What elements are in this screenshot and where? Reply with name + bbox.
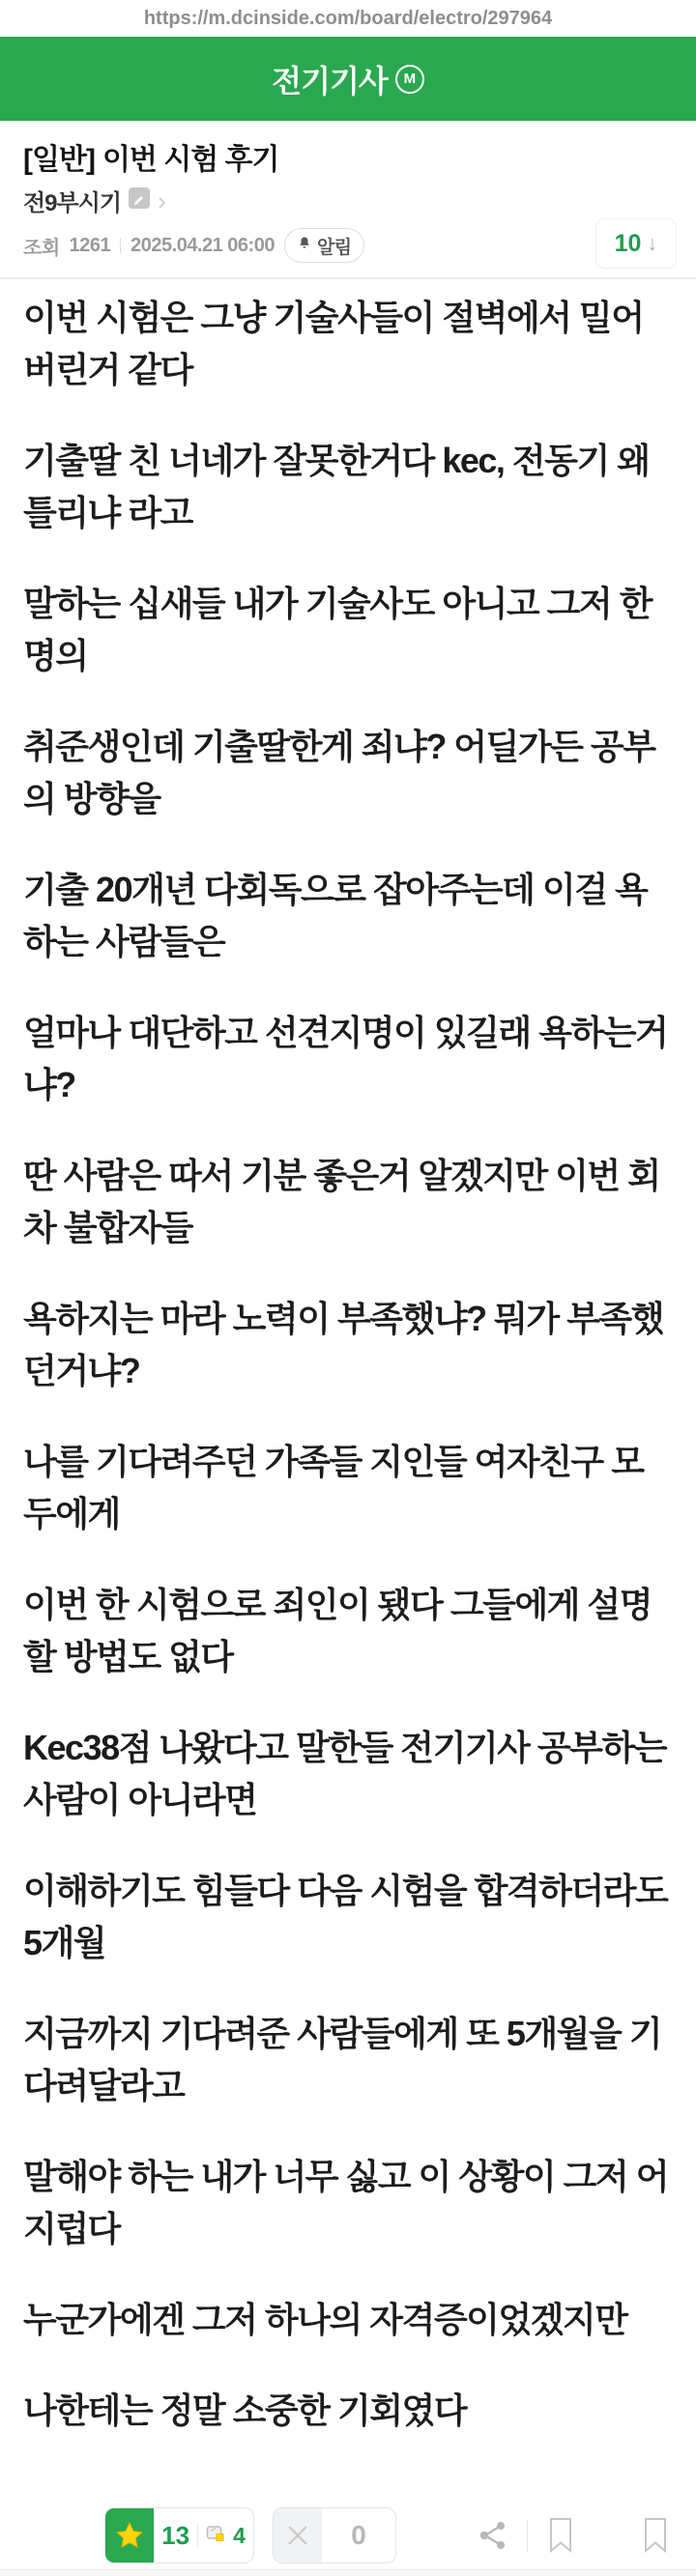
- post-category: [일반]: [23, 144, 95, 176]
- post-paragraph: 이번 한 시험으로 죄인이 됐다 그들에게 설명할 방법도 없다: [23, 1585, 652, 1676]
- post-paragraph: 얼마나 대단하고 선견지명이 있길래 욕하는거냐?: [23, 1013, 668, 1104]
- x-icon: [274, 2508, 322, 2562]
- bookmark-icon: [548, 2517, 573, 2554]
- downvote-button[interactable]: [273, 2507, 396, 2563]
- post-body: [0, 292, 696, 2476]
- alarm-button[interactable]: [284, 228, 364, 263]
- author-name[interactable]: 전9부시기: [23, 190, 122, 216]
- post-paragraph: 이번 시험은 그냥 기술사들이 절벽에서 밀어버린거 같다: [23, 298, 644, 389]
- upvote-divider: [197, 2524, 198, 2547]
- views-label: 조회: [23, 237, 60, 259]
- post-paragraph: 기출 20개년 다회독으로 잡아주는데 이걸 욕하는 사람들은: [23, 870, 648, 961]
- post-paragraph: 딴 사람은 따서 기분 좋은거 알겠지만 이번 회차 불합자들: [23, 1156, 660, 1247]
- post-paragraph: 기출딸 친 너네가 잘못한거다 kec, 전동기 왜 틀리냐 라고: [23, 441, 650, 532]
- comment-count-button[interactable]: [595, 218, 677, 269]
- scrap-bookmark-icon: [643, 2517, 668, 2554]
- fixed-nick-icon: [206, 2524, 225, 2548]
- share-button[interactable]: [477, 2519, 509, 2552]
- post-paragraph: 지금까지 기다려준 사람들에게 또 5개월을 기다려달라고: [23, 2014, 661, 2105]
- page-url[interactable]: https://m.dcinside.com/board/electro/297964: [143, 7, 553, 29]
- section-divider: [0, 2569, 696, 2576]
- upvote-fixed-count: 4: [233, 2522, 246, 2548]
- post-paragraph: 욕하지는 마라 노력이 부족했냐? 뭐가 부족했던거냐?: [23, 1299, 663, 1390]
- post-paragraph: 누군가에겐 그저 하나의 자격증이었겠지만: [23, 2300, 627, 2339]
- upvote-count: 13: [161, 2520, 190, 2550]
- bookmark-button[interactable]: [548, 2517, 573, 2554]
- bell-icon: [297, 235, 312, 257]
- down-arrow-icon: ↓: [647, 231, 658, 255]
- post-paragraph: 말해야 하는 내가 너무 싫고 이 상황이 그저 어지럽다: [23, 2157, 668, 2248]
- post-paragraph: 이해하기도 힘들다 다음 시험을 합격하더라도 5개월: [23, 1871, 668, 1962]
- post-paragraph: 나를 기다려주던 가족들 지인들 여자친구 모두에게: [23, 1442, 644, 1533]
- alarm-label: 알림: [316, 237, 352, 258]
- upvote-button[interactable]: [104, 2507, 254, 2563]
- author-row[interactable]: [23, 184, 166, 217]
- downvote-count: 0: [351, 2520, 366, 2550]
- upvote-counts: [154, 2508, 253, 2562]
- chevron-right-icon: ›: [158, 186, 166, 215]
- star-icon: [105, 2508, 154, 2562]
- gallog-icon: [129, 187, 150, 214]
- post-date: 2025.04.21 06:00: [130, 234, 275, 256]
- post-paragraph: 나한테는 정말 소중한 기회였다: [23, 2390, 467, 2430]
- gallery-header[interactable]: [0, 37, 696, 121]
- header-divider: [0, 277, 696, 279]
- action-bar-divider: [527, 2519, 528, 2552]
- scrap-button[interactable]: [643, 2517, 668, 2554]
- post-paragraph: Kec38점 나왔다고 말한들 전기기사 공부하는 사람이 아니라면: [23, 1728, 667, 1819]
- post-action-bar: [0, 2507, 696, 2563]
- minor-gallery-badge-icon: M: [395, 65, 424, 94]
- gallery-title[interactable]: 전기기사: [272, 63, 388, 99]
- comment-count: 10: [614, 229, 642, 257]
- views-count: 1261: [69, 234, 111, 256]
- post-title: [23, 135, 673, 178]
- post-meta-row: [23, 228, 364, 263]
- post-paragraph: 취준생인데 기출딸한게 죄냐? 어딜가든 공부의 방향을: [23, 727, 655, 818]
- share-icon: [477, 2519, 509, 2552]
- post-paragraph: 말하는 십새들 내가 기술사도 아니고 그저 한명의: [23, 584, 652, 675]
- post-title-text: 이번 시험 후기: [102, 144, 279, 176]
- browser-url-bar[interactable]: [0, 0, 696, 37]
- meta-divider: [120, 238, 121, 253]
